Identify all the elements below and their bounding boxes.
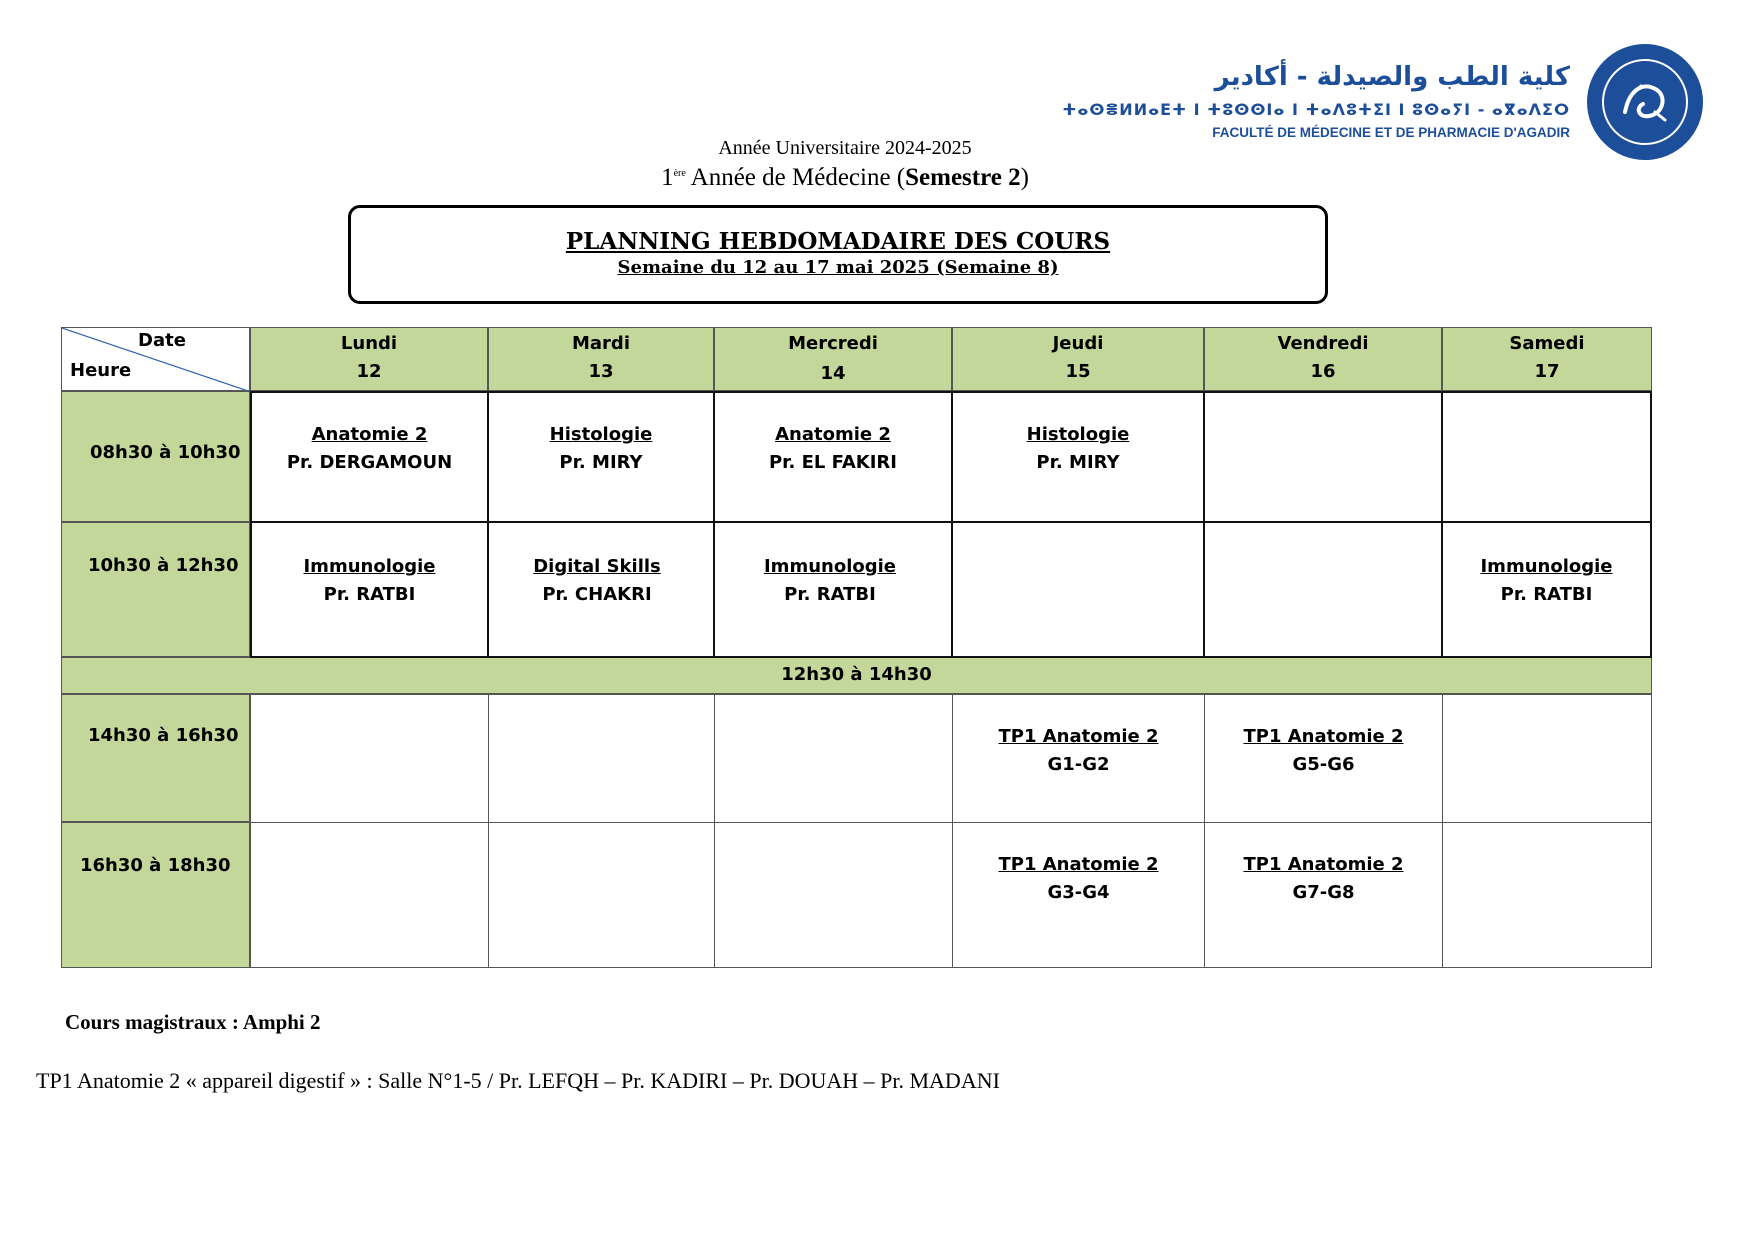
lectures-location-note: Cours magistraux : Amphi 2	[65, 1010, 321, 1034]
corner-hour-label: Heure	[70, 360, 132, 381]
slot-lundi-1030: Immunologie Pr. RATBI	[250, 521, 489, 658]
slot-vendredi-1430: TP1 Anatomie 2 G5-G6	[1204, 694, 1443, 823]
day-header-mercredi: Mercredi 14	[714, 327, 952, 391]
corner-date-label: Date	[138, 330, 186, 351]
time-cell-3: 14h30 à 16h30	[61, 694, 250, 822]
slot-mardi-1030: Digital Skills Pr. CHAKRI	[487, 521, 715, 658]
slot-jeudi-1630: TP1 Anatomie 2 G3-G4	[952, 822, 1205, 968]
faculty-name-tifinagh: ⵜⴰⵙⴻⵍⵍⴰⴹⵜ ⵏ ⵜⵓⵙⵙⵏⴰ ⵏ ⵜⴰⴷⵓⵜⵉⵏ ⵏ ⵓⵙⴰⵢⵏ - ⴰⴳⴰⴷⵉⵔ	[1062, 100, 1570, 119]
slot-mercredi-1630	[714, 822, 953, 968]
weekly-timetable	[61, 327, 1645, 968]
slot-samedi-0830	[1441, 391, 1652, 523]
slot-lundi-1430	[250, 694, 489, 823]
page-title: PLANNING HEBDOMADAIRE DES COURS	[565, 228, 1111, 255]
day-header-lundi: Lundi 12	[250, 327, 488, 391]
time-cell-4: 16h30 à 18h30	[61, 822, 250, 968]
day-header-jeudi: Jeudi 15	[952, 327, 1204, 391]
lunch-break-row: 12h30 à 14h30	[61, 657, 1652, 694]
corner-cell	[61, 327, 250, 391]
slot-lundi-0830: Anatomie 2 Pr. DERGAMOUN	[250, 391, 489, 523]
slot-samedi-1030: Immunologie Pr. RATBI	[1441, 521, 1652, 658]
day-header-mardi: Mardi 13	[488, 327, 714, 391]
academic-year: Année Universitaire 2024-2025	[718, 137, 972, 159]
time-cell-1: 08h30 à 10h30	[61, 391, 250, 522]
week-subtitle: Semaine du 12 au 17 mai 2025 (Semaine 8)	[617, 257, 1059, 278]
faculty-name-arabic: كلية الطب والصيدلة - أكادير	[1214, 62, 1570, 92]
slot-mercredi-0830: Anatomie 2 Pr. EL FAKIRI	[713, 391, 953, 523]
slot-lundi-1630	[250, 822, 489, 968]
day-header-samedi: Samedi 17	[1442, 327, 1652, 391]
slot-mercredi-1030: Immunologie Pr. RATBI	[713, 521, 953, 658]
day-header-vendredi: Vendredi 16	[1204, 327, 1442, 391]
title-box	[348, 205, 1328, 304]
slot-samedi-1430	[1442, 694, 1652, 823]
slot-vendredi-0830	[1203, 391, 1443, 523]
slot-mercredi-1430	[714, 694, 953, 823]
time-cell-2: 10h30 à 12h30	[61, 522, 250, 657]
slot-vendredi-1030	[1203, 521, 1443, 658]
slot-mardi-1630	[488, 822, 715, 968]
faculty-name-french: FACULTÉ DE MÉDECINE ET DE PHARMACIE D'AGADIR	[1212, 125, 1570, 140]
slot-jeudi-0830: Histologie Pr. MIRY	[951, 391, 1205, 523]
slot-vendredi-1630: TP1 Anatomie 2 G7-G8	[1204, 822, 1443, 968]
semester-line: 1ère Année de Médecine (Semestre 2)	[661, 164, 1029, 191]
tp-details-note: TP1 Anatomie 2 « appareil digestif » : Salle N°1-5 / Pr. LEFQH – Pr. KADIRI – Pr. DOUAH – Pr. MADANI	[36, 1068, 1000, 1093]
slot-mardi-1430	[488, 694, 715, 823]
slot-jeudi-1030	[951, 521, 1205, 658]
slot-mardi-0830: Histologie Pr. MIRY	[487, 391, 715, 523]
slot-jeudi-1430: TP1 Anatomie 2 G1-G2	[952, 694, 1205, 823]
slot-samedi-1630	[1442, 822, 1652, 968]
